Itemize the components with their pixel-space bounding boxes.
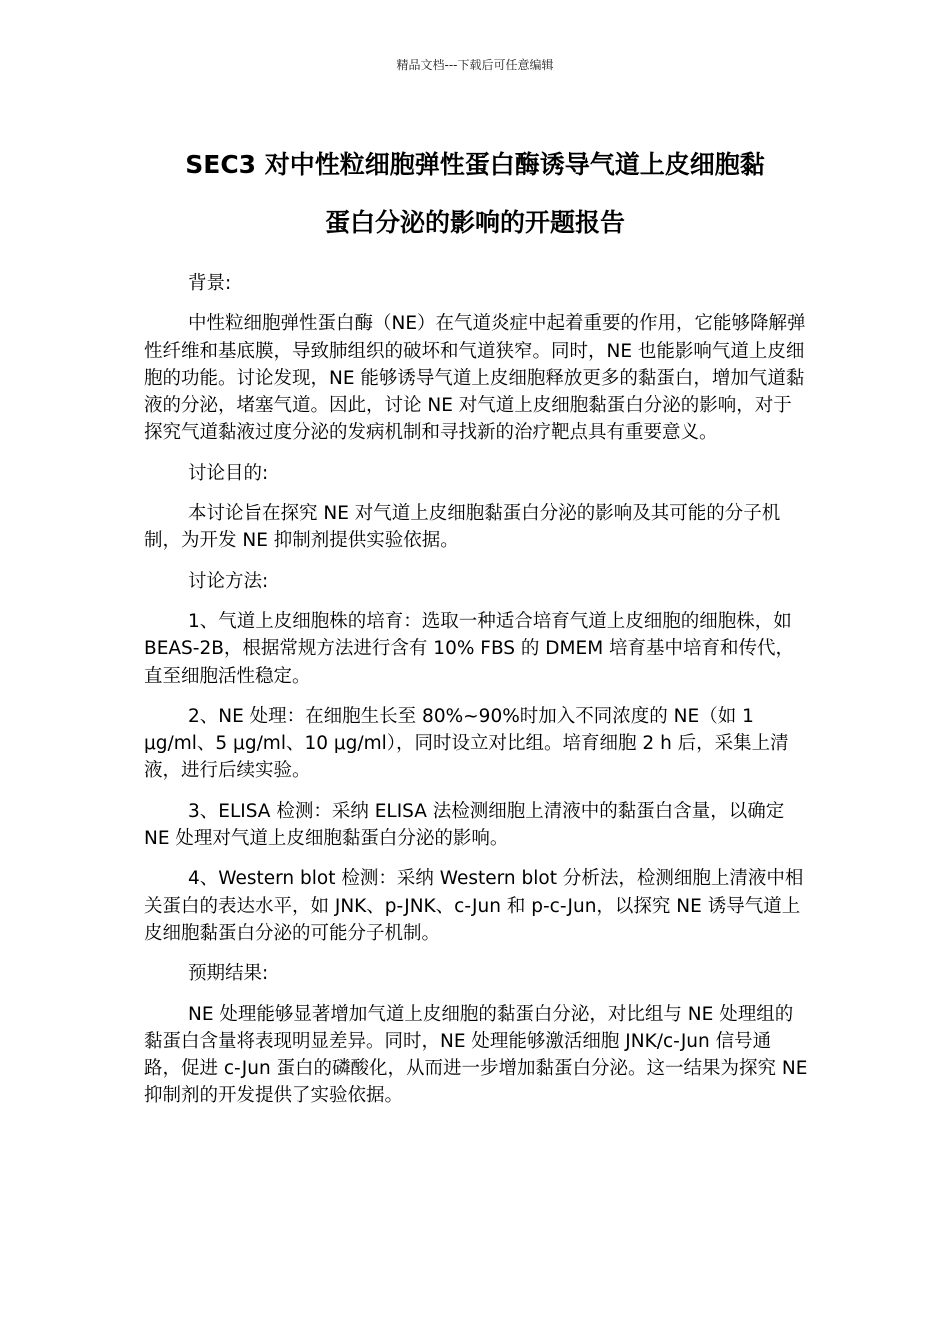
methods-heading: 讨论方法: bbox=[188, 570, 269, 592]
objective-paragraph: 本讨论旨在探究 NE 对气道上皮细胞黏蛋白分泌的影响及其可能的分子机制，为开发 NE 抑制剂提供实验依据。 bbox=[144, 503, 781, 552]
page-header: 精品文档---下载后可任意编辑 bbox=[396, 58, 554, 72]
results-paragraph: NE 处理能够显著增加气道上皮细胞的黏蛋白分泌，对比组与 NE 处理组的黏蛋白含量将表现明显差异。同时，NE 处理能够激活细胞 JNK/c-Jun 信号通路，促进 c-Jun 蛋白的磷酸化，从而进一步增加黏蛋白分泌。这一结果为探究 NE 抑制剂的开发提供了实验依据。 bbox=[144, 1003, 808, 1107]
method-3-paragraph: 3、ELISA 检测：采纳 ELISA 法检测细胞上清液中的黏蛋白含量，以确定 NE 处理对气道上皮细胞黏蛋白分泌的影响。 bbox=[144, 800, 785, 850]
background-paragraph: 中性粒细胞弹性蛋白酶（NE）在气道炎症中起着重要的作用，它能够降解弹性纤维和基底膜，导致肺组织的破坏和气道狭窄。同时，NE 也能影响气道上皮细胞的功能。讨论发现，NE 能够诱导气道上皮细胞释放更多的黏蛋白，增加气道黏液的分泌，堵塞气道。因此，讨论 NE 对气道上皮细胞黏蛋白分泌的影响，对于探究气道黏液过度分泌的发病机制和寻找新的治疗靶点具有重要意义。 bbox=[144, 313, 806, 444]
method-1-paragraph: 1、气道上皮细胞株的培育：选取一种适合培育气道上皮细胞的细胞株，如 BEAS-2B，根据常规方法进行含有 10% FBS 的 DMEM 培育基中培育和传代，直至细胞活性稳定。 bbox=[144, 610, 795, 687]
method-4-paragraph: 4、Western blot 检测：采纳 Western blot 分析法，检测细胞上清液中相关蛋白的表达水平，如 JNK、p-JNK、c-Jun 和 p-c-Jun，以探究 NE 诱导气道上皮细胞黏蛋白分泌的可能分子机制。 bbox=[144, 868, 804, 944]
background-heading: 背景: bbox=[188, 273, 232, 294]
results-heading: 预期结果: bbox=[188, 963, 269, 985]
title-line-1: SEC3 对中性粒细胞弹性蛋白酶诱导气道上皮细胞黏 bbox=[185, 150, 765, 179]
objective-heading: 讨论目的: bbox=[188, 462, 269, 484]
document-title bbox=[120, 136, 830, 252]
title-line-2: 蛋白分泌的影响的开题报告 bbox=[324, 208, 625, 237]
document-body bbox=[144, 270, 808, 1123]
method-2-paragraph: 2、NE 处理：在细胞生长至 80%~90%时加入不同浓度的 NE（如 1 μg/ml、5 μg/ml、10 μg/ml），同时设立对比组。培育细胞 2 h 后，采集上清液，进行后续实验。 bbox=[144, 705, 789, 782]
